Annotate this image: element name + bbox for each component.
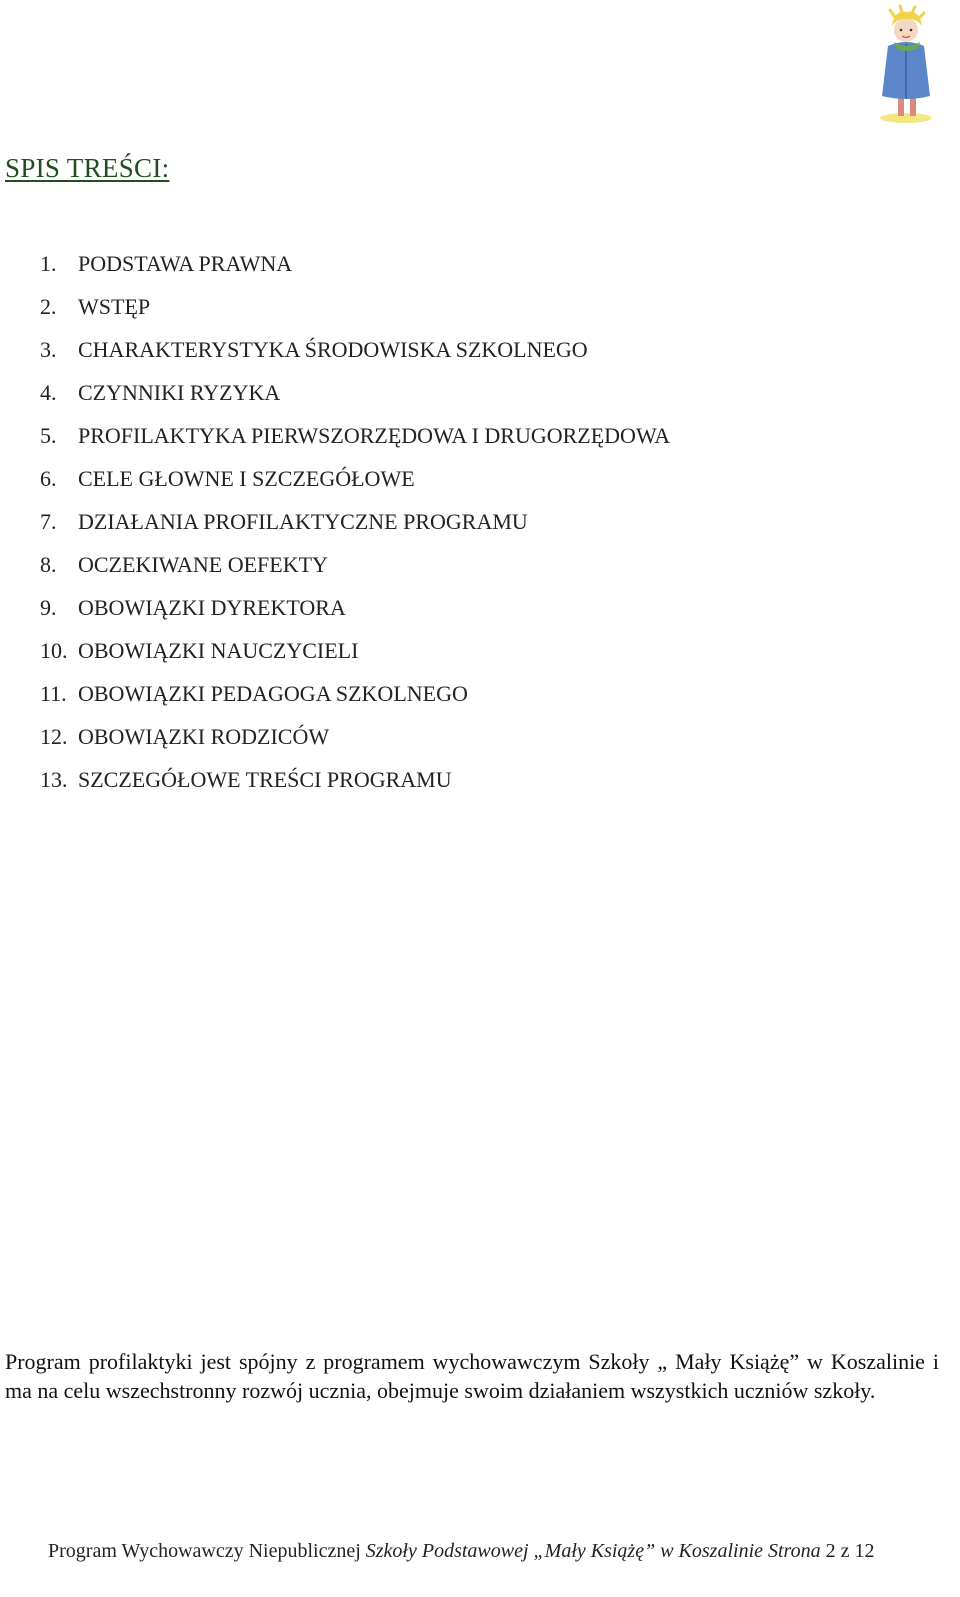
toc-item-label: CELE GŁOWNE I SZCZEGÓŁOWE: [78, 466, 415, 491]
toc-item-number: 6.: [40, 466, 57, 491]
toc-item: [40, 724, 670, 767]
toc-item: [40, 767, 670, 810]
toc-list: [40, 251, 670, 810]
toc-item: [40, 294, 670, 337]
toc-item-label: CHARAKTERYSTYKA ŚRODOWISKA SZKOLNEGO: [78, 337, 588, 362]
page-footer: [48, 1540, 875, 1563]
toc-item: [40, 681, 670, 724]
intro-paragraph: Program profilaktyki jest spójny z programem wychowawczym Szkoły „ Mały Książę” w Koszalinie i ma na celu wszechstronny rozwój ucznia, obejmuje swoim działaniem wszystkich uczniów szkoły.: [5, 1349, 939, 1403]
toc-item-number: 10.: [40, 638, 68, 663]
toc-item: [40, 380, 670, 423]
toc-item: [40, 638, 670, 681]
toc-item-label: WSTĘP: [78, 294, 151, 319]
toc-item-number: 9.: [40, 595, 57, 620]
toc-item-number: 4.: [40, 380, 57, 405]
toc-item: [40, 466, 670, 509]
toc-item-label: OCZEKIWANE OEFEKTY: [78, 552, 328, 577]
toc-item-label: OBOWIĄZKI RODZICÓW: [78, 724, 330, 749]
toc-item-label: PODSTAWA PRAWNA: [78, 251, 293, 276]
toc-item: [40, 337, 670, 380]
footer-regular-text: Program Wychowawczy Niepublicznej: [48, 1540, 366, 1562]
toc-item-label: OBOWIĄZKI DYREKTORA: [78, 595, 346, 620]
toc-item-label: OBOWIĄZKI NAUCZYCIELI: [78, 638, 359, 663]
toc-item-number: 7.: [40, 509, 57, 534]
toc-title: SPIS TREŚCI:: [5, 153, 170, 183]
footer-page-number: 2 z 12: [820, 1540, 875, 1562]
toc-item-label: OBOWIĄZKI PEDAGOGA SZKOLNEGO: [78, 681, 468, 706]
toc-item-number: 12.: [40, 724, 68, 749]
little-prince-illustration-icon: [872, 4, 952, 124]
toc-item: [40, 552, 670, 595]
toc-item-number: 5.: [40, 423, 57, 448]
toc-item: [40, 595, 670, 638]
toc-item: [40, 423, 670, 466]
toc-item-number: 2.: [40, 294, 57, 319]
toc-item: [40, 251, 670, 294]
toc-item-number: 1.: [40, 251, 57, 276]
toc-item-label: PROFILAKTYKA PIERWSZORZĘDOWA I DRUGORZĘDOWA: [78, 423, 671, 448]
toc-item-number: 8.: [40, 552, 57, 577]
toc-item-label: SZCZEGÓŁOWE TREŚCI PROGRAMU: [78, 767, 452, 792]
toc-item-label: DZIAŁANIA PROFILAKTYCZNE PROGRAMU: [78, 509, 528, 534]
toc-item-number: 13.: [40, 767, 68, 792]
toc-item-label: CZYNNIKI RYZYKA: [78, 380, 281, 405]
footer-italic-text: Szkoły Podstawowej „Mały Książę” w Koszalinie Strona: [365, 1540, 821, 1562]
toc-item: [40, 509, 670, 552]
toc-item-number: 3.: [40, 337, 57, 362]
toc-item-number: 11.: [40, 681, 67, 706]
